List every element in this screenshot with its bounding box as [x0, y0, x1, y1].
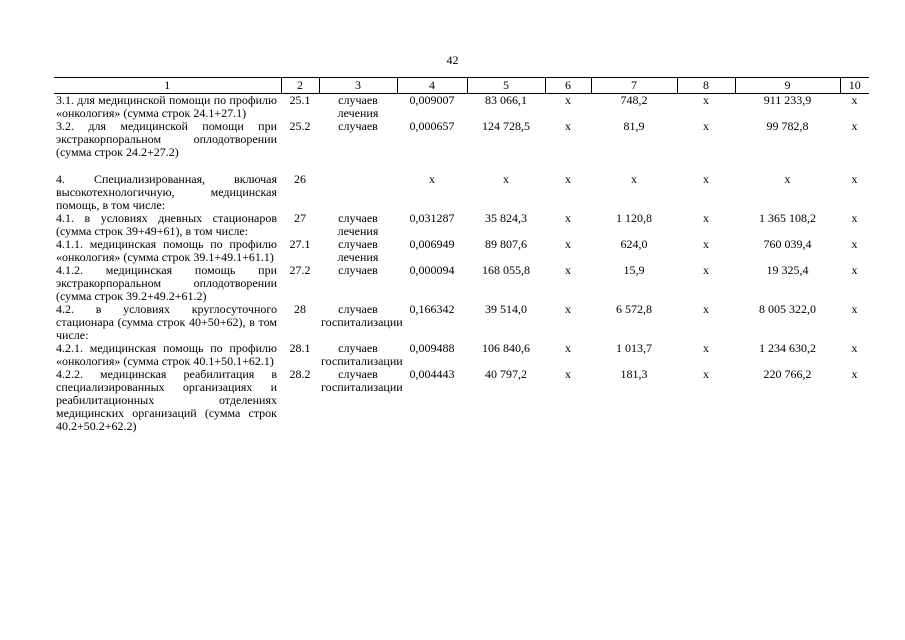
cell-c9: 1 234 630,2 — [759, 341, 816, 355]
row-name: 4.2.1. медицинская помощь по профилю «онкология» (сумма строк 40.1+50.1+62.1) — [56, 341, 277, 368]
cell-c6: х — [565, 119, 571, 133]
cell-c4: 0,006949 — [409, 237, 455, 251]
cell-c9: 911 233,9 — [763, 93, 812, 107]
cell-c10: х — [851, 341, 858, 355]
table-row — [54, 303, 869, 342]
cell-c7: 748,2 — [620, 93, 648, 107]
cell-c4: х — [429, 172, 435, 186]
cell-c10: х — [851, 93, 858, 107]
cell-c4: 0,031287 — [409, 211, 455, 225]
col-header: 3 — [319, 78, 397, 94]
cell-c9: 220 766,2 — [763, 367, 812, 381]
cell-c10: х — [851, 237, 858, 251]
col-header: 5 — [467, 78, 545, 94]
cell-c6: х — [565, 237, 571, 251]
cell-c8: х — [703, 237, 709, 251]
cell-c4: 0,000657 — [409, 119, 455, 133]
row-name: 3.1. для медицинской помощи по профилю «онкология» (сумма строк 24.1+27.1) — [56, 93, 277, 120]
cell-c7: 1 120,8 — [616, 211, 652, 225]
spacer-row — [54, 159, 869, 173]
cell-c4: 0,009488 — [409, 341, 455, 355]
col-header: 2 — [281, 78, 319, 94]
col-header: 4 — [397, 78, 467, 94]
cell-c7: 1 013,7 — [616, 341, 652, 355]
col-header: 7 — [591, 78, 677, 94]
table-row — [54, 94, 869, 121]
table-row — [54, 212, 869, 238]
cell-c9: х — [784, 172, 791, 186]
col-header: 6 — [545, 78, 591, 94]
cell-c10: х — [851, 211, 858, 225]
cell-c7: 181,3 — [620, 367, 648, 381]
cell-c6: х — [565, 172, 571, 186]
row-unit: случаев лечения — [337, 93, 379, 120]
cell-c10: х — [851, 302, 858, 316]
cell-c10: х — [851, 119, 858, 133]
cell-c5: 106 840,6 — [482, 341, 530, 355]
cell-c5: 40 797,2 — [485, 367, 527, 381]
row-name: 4.2. в условиях круглосуточного стационара (сумма строк 40+50+62), в том числе: — [56, 302, 277, 342]
cell-c8: х — [703, 172, 709, 186]
cell-c9: 19 325,4 — [766, 263, 809, 277]
row-code: 27 — [294, 211, 306, 225]
table-row — [54, 238, 869, 264]
table-row — [54, 120, 869, 159]
row-unit: случаев — [338, 119, 378, 133]
cell-c8: х — [703, 341, 709, 355]
cell-c4: 0,004443 — [409, 367, 455, 381]
table-row — [54, 368, 869, 433]
row-unit: случаев госпитализации — [321, 341, 403, 368]
cell-c8: х — [703, 302, 709, 316]
cell-c5: 39 514,0 — [485, 302, 527, 316]
cell-c10: х — [851, 367, 858, 381]
row-unit: случаев лечения — [337, 211, 379, 238]
cell-c6: х — [565, 341, 571, 355]
cell-c9: 1 365 108,2 — [759, 211, 816, 225]
cell-c10: х — [851, 172, 858, 186]
cell-c8: х — [703, 211, 709, 225]
table-row — [54, 173, 869, 212]
cell-c5: 35 824,3 — [485, 211, 527, 225]
row-name: 4.1.1. медицинская помощь по профилю «онкология» (сумма строк 39.1+49.1+61.1) — [56, 237, 277, 264]
cell-c10: х — [851, 263, 858, 277]
cell-c8: х — [703, 263, 709, 277]
cell-c5: 83 066,1 — [485, 93, 527, 107]
row-unit — [319, 173, 397, 212]
row-unit: случаев госпитализации — [321, 302, 403, 329]
cell-c7: х — [631, 172, 637, 186]
row-unit: случаев — [338, 263, 378, 277]
cell-c4: 0,000094 — [409, 263, 455, 277]
cell-c5: х — [503, 172, 509, 186]
row-name: 4.2.2. медицинская реабилитация в специализированных организациях и реабилитационных отделениях медицинских организаций (сумма строк 40.2+50.2+62.2) — [56, 367, 277, 433]
row-code: 28.1 — [289, 341, 311, 355]
row-code: 28 — [294, 302, 306, 316]
row-name: 3.2. для медицинской помощи при экстракорпоральном оплодотворении (сумма строк 24.2+27.2) — [56, 119, 277, 159]
cell-c7: 15,9 — [623, 263, 645, 277]
cell-c4: 0,009007 — [409, 93, 455, 107]
row-unit: случаев лечения — [337, 237, 379, 264]
page-number: 42 — [446, 53, 459, 67]
cell-c6: х — [565, 211, 571, 225]
cell-c5: 124 728,5 — [482, 119, 530, 133]
cell-c9: 99 782,8 — [766, 119, 809, 133]
cell-c6: х — [565, 263, 571, 277]
row-name: 4. Специализированная, включая высокотехнологичную, медицинская помощь, в том числе: — [56, 172, 277, 212]
header-row — [54, 78, 869, 94]
medical-care-table — [54, 77, 869, 433]
cell-c8: х — [703, 93, 709, 107]
row-code: 27.1 — [289, 237, 311, 251]
row-code: 26 — [294, 172, 306, 186]
cell-c7: 81,9 — [623, 119, 645, 133]
row-name: 4.1.2. медицинская помощь при экстракорпоральном оплодотворении (сумма строк 39.2+49.2+61.2) — [56, 263, 277, 303]
row-code: 25.2 — [289, 119, 311, 133]
cell-c9: 8 005 322,0 — [759, 302, 816, 316]
cell-c8: х — [703, 367, 709, 381]
cell-c6: х — [565, 367, 571, 381]
cell-c7: 6 572,8 — [616, 302, 652, 316]
col-header: 10 — [840, 78, 869, 94]
cell-c4: 0,166342 — [409, 302, 455, 316]
row-code: 27.2 — [289, 263, 311, 277]
cell-c6: х — [565, 302, 571, 316]
col-header: 1 — [54, 78, 281, 94]
col-header: 8 — [677, 78, 735, 94]
table-row — [54, 342, 869, 368]
row-code: 25.1 — [289, 93, 311, 107]
table-row — [54, 264, 869, 303]
row-name: 4.1. в условиях дневных стационаров (сумма строк 39+49+61), в том числе: — [56, 211, 277, 238]
cell-c5: 168 055,8 — [482, 263, 530, 277]
cell-c6: х — [565, 93, 571, 107]
cell-c5: 89 807,6 — [485, 237, 527, 251]
col-header: 9 — [735, 78, 840, 94]
cell-c9: 760 039,4 — [763, 237, 812, 251]
row-code: 28.2 — [289, 367, 311, 381]
cell-c8: х — [703, 119, 709, 133]
cell-c7: 624,0 — [620, 237, 648, 251]
row-unit: случаев госпитализации — [321, 367, 403, 394]
